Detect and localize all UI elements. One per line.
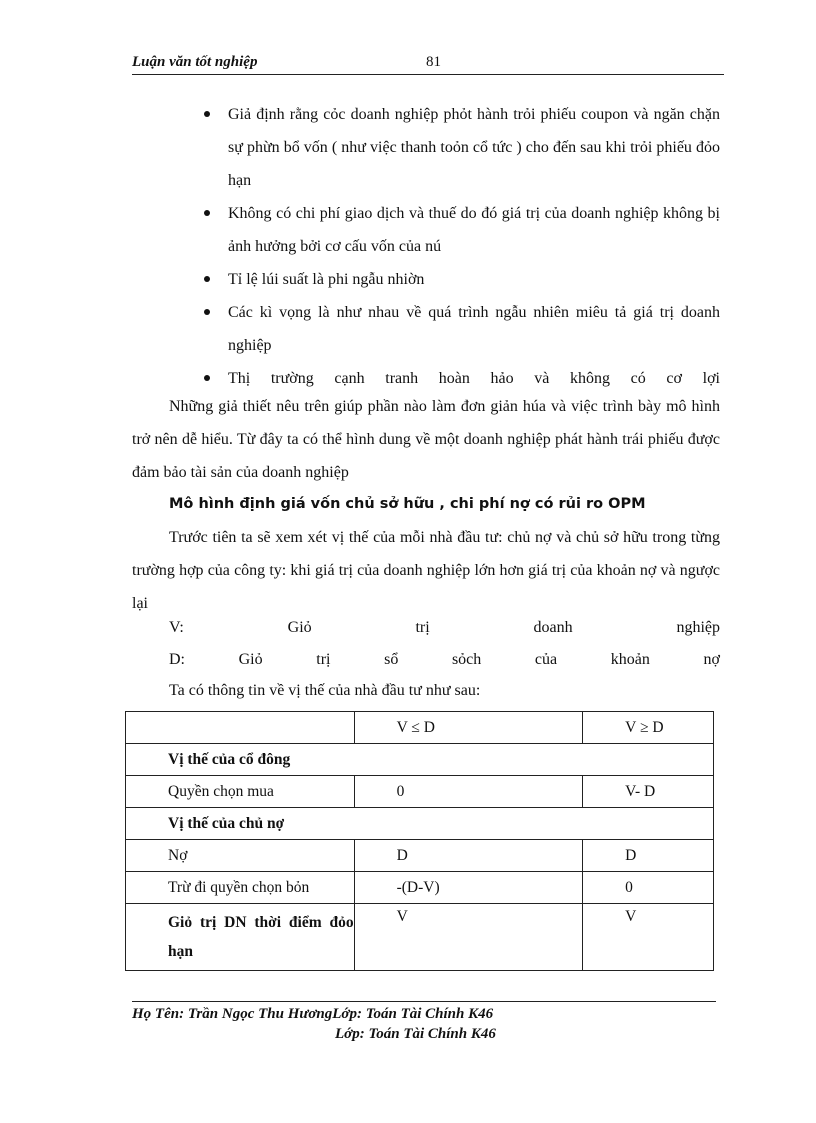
definition-word: trị [415,619,430,636]
list-item: Thị trường cạnh tranh hoàn hảo và không có cơ lợi [200,362,720,395]
assumption-list [200,98,720,395]
footer-divider [132,1001,716,1002]
list-item: Tỉ lệ lúi suất là phi ngẫu nhiờn [200,263,720,296]
table-cell: 0 [583,872,714,904]
list-item: Giả định rằng cỏc doanh nghiệp phỏt hành trỏi phiếu coupon và ngăn chặn sự phừn bổ vốn ( như việc thanh toỏn cổ tức ) cho đến sau khi trỏi phiếu đỏo hạn [200,98,720,197]
table-header-row [126,712,714,744]
table-cell: 0 [354,776,583,808]
footer-author: Họ Tên: Trần Ngọc Thu HươngLớp: Toán Tài Chính K46 [132,1006,494,1022]
paragraph-investor-position: Trước tiên ta sẽ xem xét vị thế của mỗi nhà đầu tư: chủ nợ và chủ sở hữu trong từng trường hợp của công ty: khi giá trị của doanh nghiệp lớn hơn giá trị của khoản nợ và ngược lại [132,529,720,612]
definition-word: của [534,651,558,668]
paragraph-table-intro: Ta có thông tin về vị thế của nhà đầu tư như sau: [169,682,481,699]
table-cell: V [583,904,714,971]
list-item: Các kì vọng là như nhau về quá trình ngẫu nhiên miêu tả giá trị doanh nghiệp [200,296,720,362]
definition-word: khoản [610,651,650,668]
table-section-row [126,808,714,840]
table-cell: D [354,840,583,872]
list-item: Không có chi phí giao dịch và thuế do đó giá trị của doanh nghiệp không bị ảnh hưởng bởi cơ cấu vốn của nú [200,197,720,263]
investor-position-table [125,711,714,971]
table-section-label: Vị thế của cổ đông [126,744,714,776]
page-number: 81 [426,54,441,70]
table-section-label: Vị thế của chủ nợ [126,808,714,840]
definition-word: sỏch [451,651,482,668]
paragraph-assumptions-summary: Những giả thiết nêu trên giúp phần nào làm đơn giản húa và việc trình bày mô hình trở nên dễ hiểu. Từ đây ta có thể hình dung về một doanh nghiệp phát hành trái phiếu được đảm bảo tài sản của doanh nghiệp [132,398,720,481]
table-section-row [126,744,714,776]
table-cell: V- D [583,776,714,808]
table-cell: Trừ đi quyền chọn bỏn [126,872,355,904]
table-cell: Quyền chọn mua [126,776,355,808]
table-cell: V ≤ D [354,712,583,744]
footer-class: Lớp: Toán Tài Chính K46 [335,1026,496,1042]
definition-word: doanh [533,619,573,636]
definition-word: D: [169,651,185,668]
definition-word: Giỏ [238,651,263,668]
table-cell-text: Giỏ trị DN thời điểm đỏo hạn [168,914,354,960]
table-row [126,840,714,872]
section-heading: Mô hình định giá vốn chủ sở hữu , chi phí nợ có rủi ro OPM [169,496,646,512]
definition-word: trị [316,651,331,668]
definition-v [169,611,720,644]
table-cell: Nợ [126,840,355,872]
table-row [126,904,714,971]
header-title: Luận văn tốt nghiệp [132,54,258,70]
definition-word: Giỏ [287,619,312,636]
definition-word: sổ [384,651,399,668]
definition-word: V: [169,619,184,636]
page-header [132,52,724,75]
table-cell: V ≥ D [583,712,714,744]
definition-word: nợ [703,651,720,668]
table-cell: -(D-V) [354,872,583,904]
table-row [126,776,714,808]
definition-word: nghiệp [676,619,720,636]
table-row [126,872,714,904]
table-cell: D [583,840,714,872]
definition-d [169,643,720,676]
table-cell [126,904,355,971]
table-cell [126,712,355,744]
table-cell: V [354,904,583,971]
